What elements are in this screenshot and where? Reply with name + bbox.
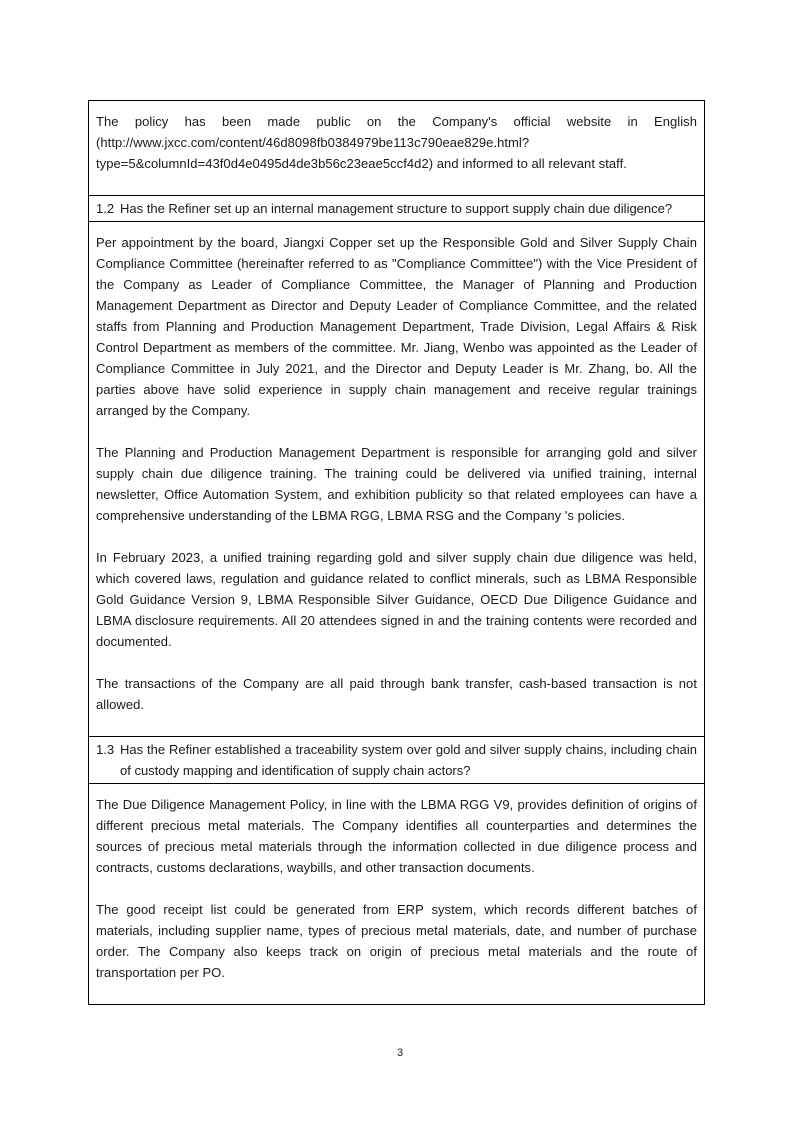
paragraph-due-diligence-policy: The Due Diligence Management Policy, in line with the LBMA RGG V9, provides definition of origins of different precious metal materials. The Company identifies all counterparties and determines the sources of precious metal materials through the information collected in due diligence process and contracts, customs declarations, waybills, and other transaction documents. [96,797,697,875]
question-text: Has the Refiner set up an internal management structure to support supply chain due diligence? [120,201,673,216]
paragraph-compliance-committee: Per appointment by the board, Jiangxi Copper set up the Responsible Gold and Silver Supply Chain Compliance Committee (hereinafter referred to as "Compliance Committee") with the Vice President of the Company as Leader of Compliance Committee, the Manager of Planning and Production Management Department as Director and Deputy Leader of Compliance Committee, and the related staffs from Planning and Production Management Department, Trade Division, Legal Affairs & Risk Control Department as members of the committee. Mr. Jiang, Wenbo was appointed as the Leader of Compliance Committee in July 2021, and the Director and Deputy Leader is Mr. Zhang, bo. All the parties above have solid experience in supply chain management and receive regular trainings arranged by the Company. [96,235,697,418]
answer-policy-publication [89,101,704,196]
answer-1-2 [89,222,704,737]
question-number: 1.2 [96,201,115,216]
question-number: 1.3 [96,742,115,757]
paragraph-february-2023-training: In February 2023, a unified training regarding gold and silver supply chain due diligence was held, which covered laws, regulation and guidance related to conflict minerals, such as LBMA Responsible Gold Guidance Version 9, LBMA Responsible Silver Guidance, OECD Due Diligence Guidance and LBMA disclosure requirements. All 20 attendees signed in and the training contents were recorded and documented. [96,550,697,649]
question-text: Has the Refiner established a traceability system over gold and silver supply chains, including chain of custody mapping and identification of supply chain actors? [120,742,697,778]
question-row-1-3 [89,737,704,784]
question-row-1-2 [89,196,704,222]
paragraph-training-arrangement: The Planning and Production Management Department is responsible for arranging gold and silver supply chain due diligence training. The training could be delivered via unified training, internal newsletter, Office Automation System, and exhibition publicity so that related employees can have a comprehensive understanding of the LBMA RGG, LBMA RSG and the Company 's policies. [96,445,697,523]
paragraph-policy-website: The policy has been made public on the Company's official website in English (http://www.jxcc.com/content/46d8098fb0384979be113c790eae829e.html?type=5&columnId=43f0d4e0495d4de3b56c23eae5ccf4d2) and informed to all relevant staff. [96,114,697,171]
report-table [88,100,705,1005]
answer-1-3 [89,784,704,983]
paragraph-bank-transfer: The transactions of the Company are all paid through bank transfer, cash-based transaction is not allowed. [96,676,697,712]
page-number: 3 [396,1047,404,1059]
paragraph-erp-good-receipt: The good receipt list could be generated from ERP system, which records different batches of materials, including supplier name, types of precious metal materials, date, and number of purchase order. The Company also keeps track on origin of precious metal materials and the route of transportation per PO. [96,902,697,980]
